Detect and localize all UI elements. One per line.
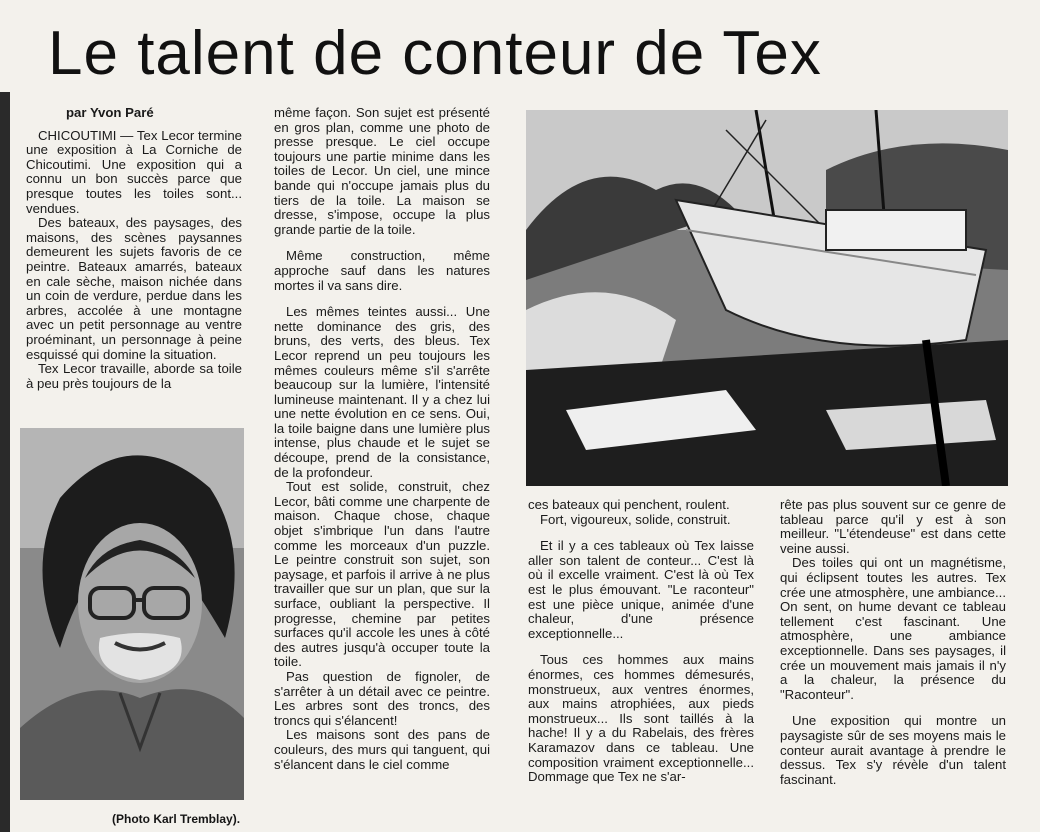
- portrait-image: [20, 428, 244, 800]
- article-column-1: [26, 106, 242, 391]
- byline: par Yvon Paré: [66, 105, 154, 120]
- article-column-2: [274, 106, 490, 772]
- photo-caption: (Photo Karl Tremblay).: [112, 812, 241, 826]
- article-column-4: [780, 498, 1006, 787]
- paragraph: Les mêmes teintes aussi... Une nette dominance des gris, des bruns, des verts, des bleus. Tex Lecor reprend un peu toujours les mêmes couleurs même s'il s'arrête beaucoup sur la lumière, l'intensité lumineuse maintenant. Il y a chez lui une nette évolution en ce sens. Oui, la toile baigne dans une lumière plus intense, plus chaude et le sujet se découpe, prend de la consistance, de la profondeur.: [274, 304, 490, 480]
- painting-photo: [526, 110, 1008, 486]
- paragraph: Des toiles qui ont un magnétisme, qui éclipsent toutes les autres. Tex crée une atmosphère, une ambiance... On sent, on hume devant ce tableau tellement c'est fascinant. Une atmosphère, une ambiance exceptionnelle. Dans ses paysages, il crée un mouvement mais jamais il n'y a la chaleur, la présence du "Raconteur".: [780, 555, 1006, 702]
- paragraph: Pas question de fignoler, de s'arrêter à un détail avec ce peintre. Les arbres sont des troncs, des troncs qui s'élancent!: [274, 668, 490, 728]
- paragraph: Des bateaux, des paysages, des maisons, des scènes paysannes demeurent les sujets favoris de ce peintre. Bateaux amarrés, bateaux en cale sèche, maison nichée dans un coin de verdure, perdue dans les arbres, accolée à une montagne avec un petit personnage au ventre proéminant, un personnage à peine esquissé qui domine la situation.: [26, 215, 242, 362]
- paragraph: Tex Lecor travaille, aborde sa toile à peu près toujours de la: [26, 361, 242, 391]
- paragraph: CHICOUTIMI — Tex Lecor termine une exposition à La Corniche de Chicoutimi. Une exposition qui a connu un bon succès parce que presque toutes les toiles sont... vendues.: [26, 127, 242, 216]
- painting-image: [526, 110, 1008, 486]
- paragraph: Une exposition qui montre un paysagiste sûr de ses moyens mais le conteur aurait avantage à prendre le dessus. Tex s'y révèle d'un talent fascinant.: [780, 713, 1006, 787]
- paragraph: Les maisons sont des pans de couleurs, des murs qui tanguent, qui s'élancent dans le ciel comme: [274, 727, 490, 772]
- headline: Le talent de conteur de Tex: [48, 19, 822, 88]
- paragraph: ces bateaux qui penchent, roulent.: [528, 497, 730, 512]
- article-column-3: [528, 498, 754, 785]
- paragraph: Et il y a ces tableaux où Tex laisse aller son talent de conteur... C'est là où il excelle vraiment. C'est là où Tex est le plus émouvant. "Le raconteur" est une pièce unique, animée d'une chaleur, d'une présence exceptionnelle...: [528, 538, 754, 641]
- left-margin-rule: [0, 92, 10, 832]
- paragraph: Tout est solide, construit, chez Lecor, bâti comme une charpente de maison. Chaque chose, chaque objet s'imbrique l'un dans l'autre comme les morceaux d'un puzzle. Le peintre construit son sujet, son paysage, et parfois il arrive à ne plus travailler que sur un plan, que sur la surface, oubliant la perspective. Il progresse, chemine par petites surfaces qu'il accole les unes à côté des autres jusqu'à occuper toute la toile.: [274, 479, 490, 670]
- paragraph: Même construction, même approche sauf dans les natures mortes il va sans dire.: [274, 248, 490, 293]
- paragraph: Fort, vigoureux, solide, construit.: [540, 511, 731, 527]
- paragraph: Tous ces hommes aux mains énormes, ces hommes démesurés, monstrueux, aux ventres énormes, aux mains atrophiées, aux pieds monstrueux... Ils sont taillés à la hache! Il y a du Rabelais, des frères Karamazov dans ce tableau. Une composition vraiment exceptionnelle... Dommage que Tex ne s'ar-: [528, 652, 754, 785]
- paragraph: rête pas plus souvent sur ce genre de tableau parce qu'il y est à son meilleur. "L'étendeuse" est dans cette veine aussi.: [780, 497, 1006, 556]
- portrait-photo: [20, 428, 244, 800]
- paragraph: même façon. Son sujet est présenté en gros plan, comme une photo de presse presque. Le ciel occupe toujours une partie minime dans les toiles de Lecor. Un ciel, une mince bande qui n'occupe jamais plus du tiers de la toile. La maison se dresse, s'impose, occupe la plus grande partie de la toile.: [274, 105, 490, 237]
